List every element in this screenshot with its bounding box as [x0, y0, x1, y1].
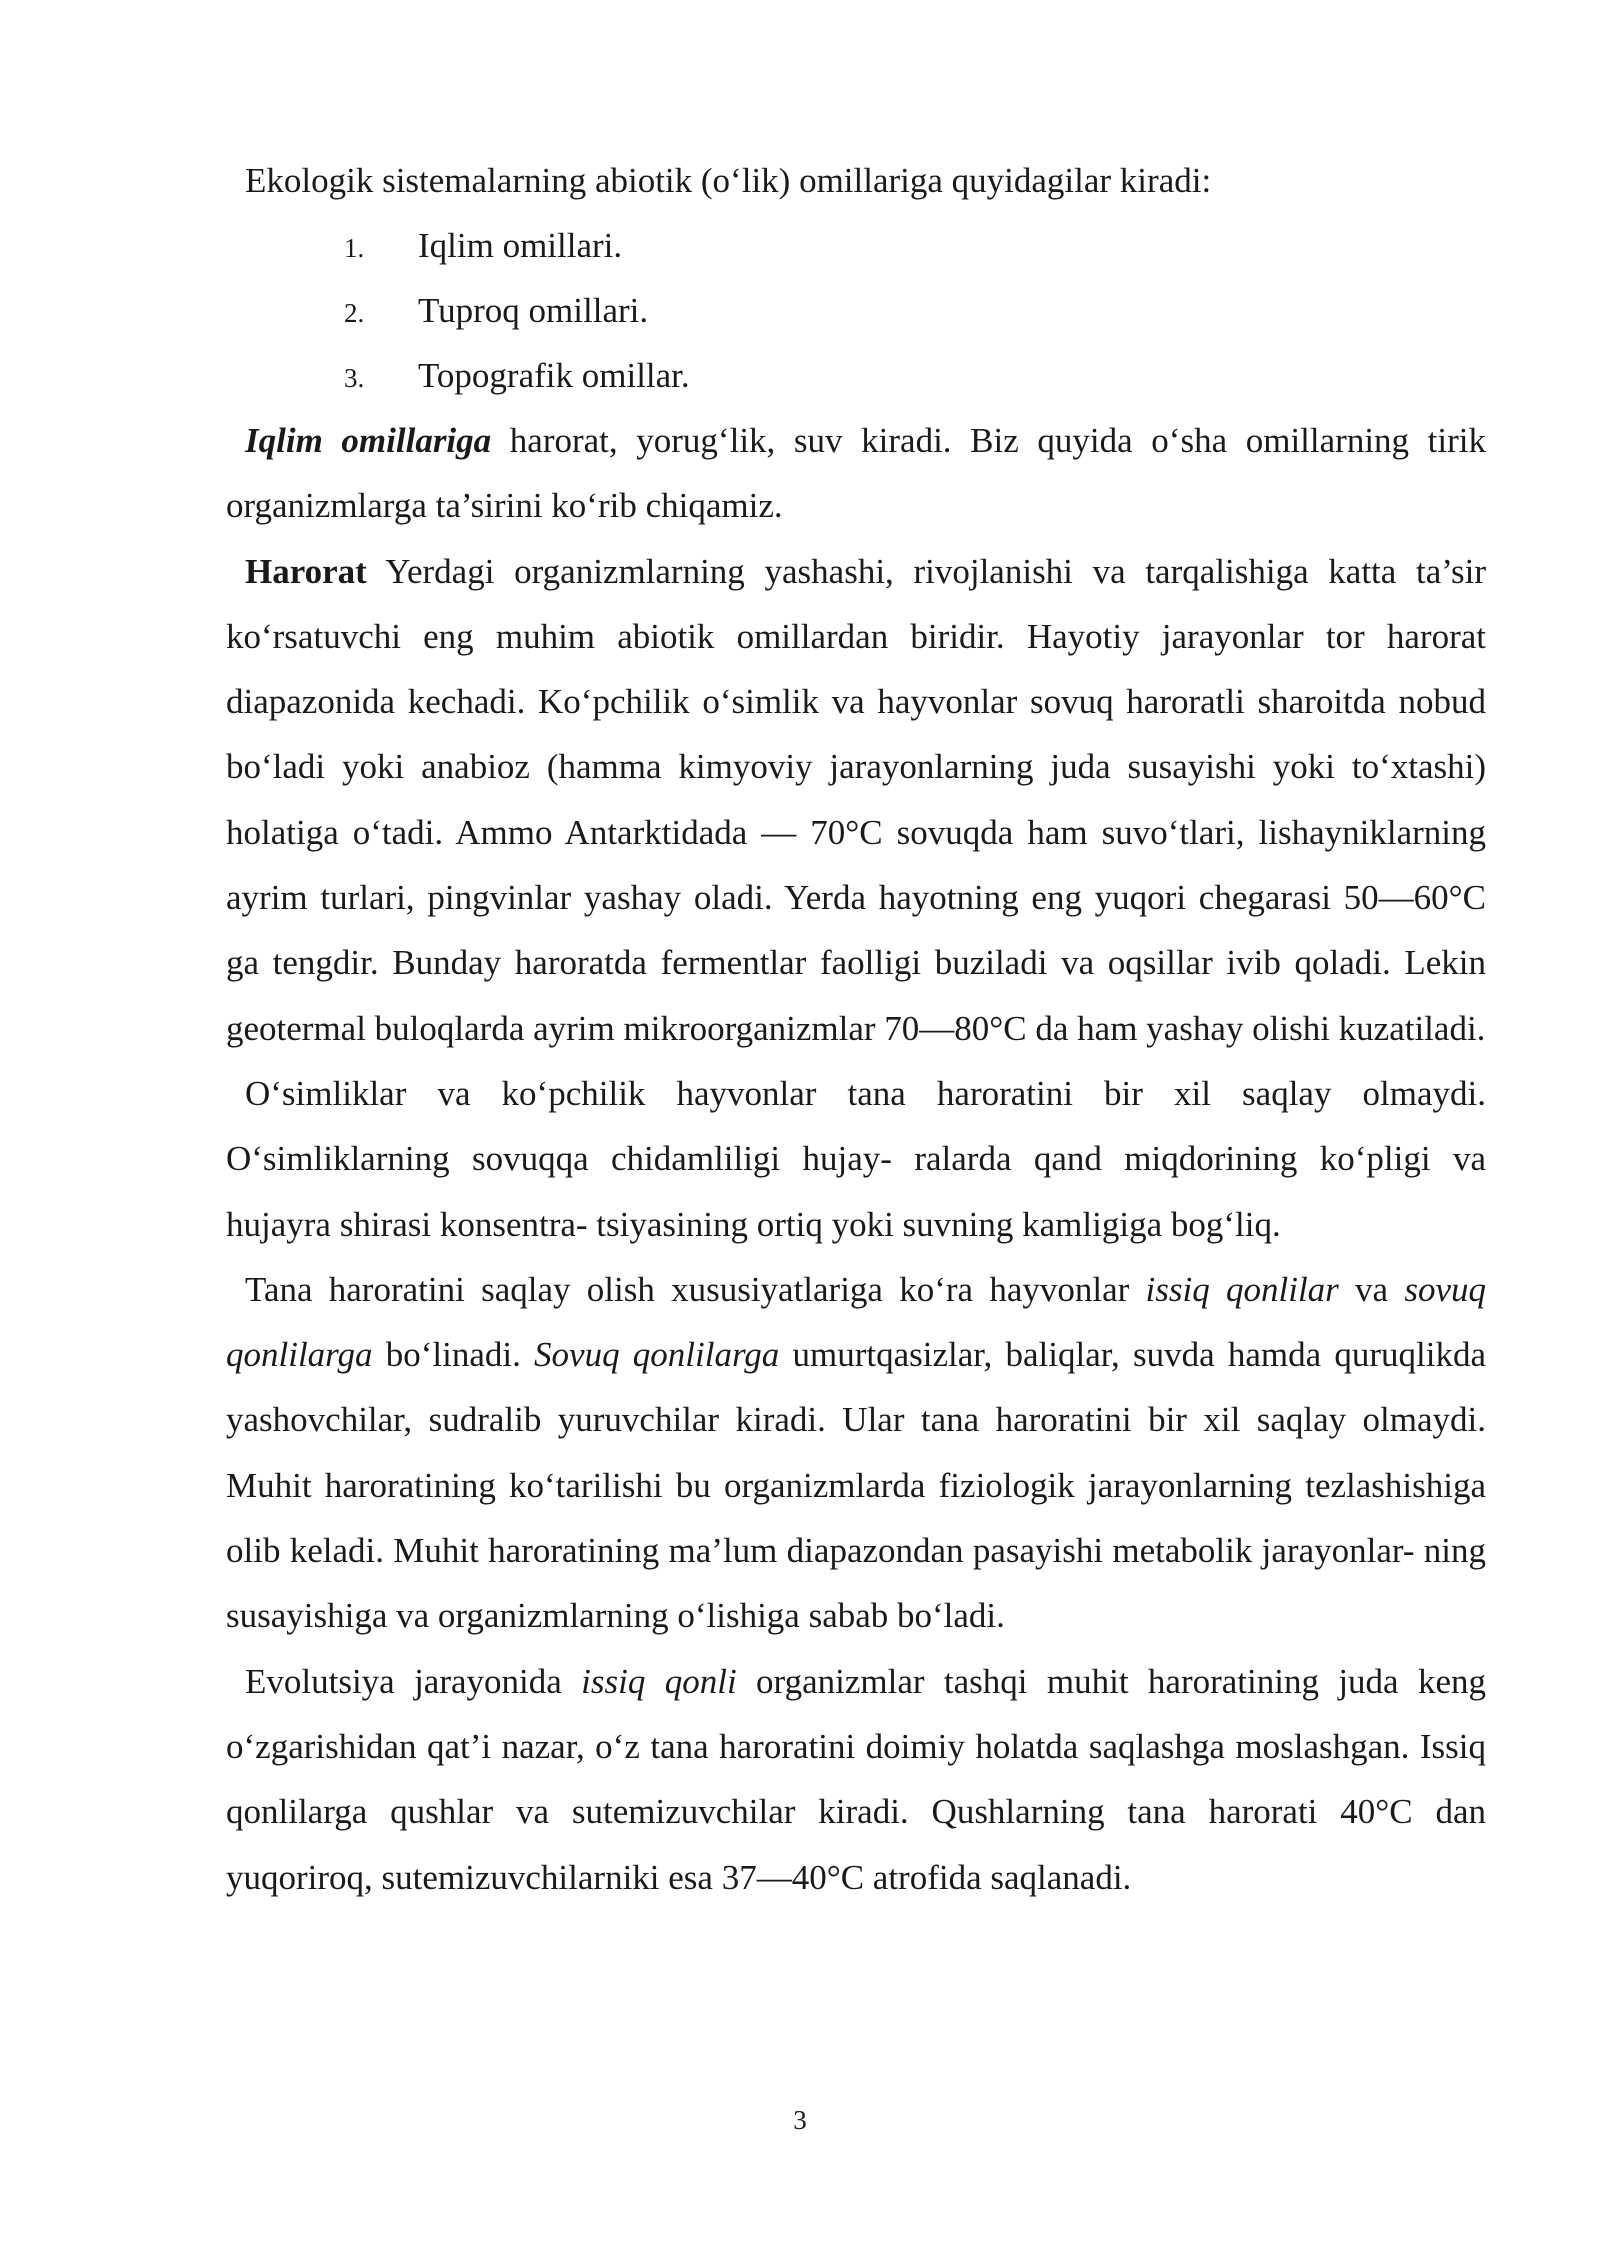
- paragraph-text: va: [1338, 1269, 1405, 1309]
- paragraph-warm-blooded: [226, 1649, 1486, 1910]
- page-content: [226, 148, 1486, 1910]
- list-number: 1.: [344, 233, 365, 263]
- paragraph-text: harorat, yorug‘lik, suv kiradi. Biz quyida o‘sha omillarning tirik organizmlarga ta’sirini ko‘rib chiqamiz.: [226, 421, 1486, 526]
- term-cold-blooded-2: Sovuq qonlilarga: [534, 1335, 780, 1375]
- paragraph-climate-factors: [226, 408, 1486, 539]
- paragraph-text: bo‘linadi.: [372, 1335, 535, 1375]
- term-temperature: Harorat: [245, 551, 367, 591]
- list-number: 3.: [344, 363, 365, 393]
- list-item: [226, 213, 1486, 278]
- paragraph-text: Yerdagi organizmlarning yashashi, rivojlanishi va tarqalishiga katta ta’sir ko‘rsatuvchi eng muhim abiotik omillardan biridir. Hayotiy jarayonlar tor harorat diapazonida kechadi. Ko‘pchilik o‘simlik va hayvonlar sovuq haroratli sharoitda nobud bo‘ladi yoki anabioz (hamma kimyoviy jarayonlarning juda susayishi yoki to‘xtashi) holatiga o‘tadi. Ammo Antarktidada — 70°C sovuqda ham suvo‘tlari, lishayniklarning ayrim turlari, pingvinlar yashay oladi. Yerda hayotning eng yuqori chegarasi 50—60°C ga tengdir. Bunday haroratda fermentlar faolligi buziladi va oqsillar ivib qoladi. Lekin geotermal buloqlarda ayrim mikroorganizmlar 70—80°C da ham yashay olishi kuzatiladi.: [226, 551, 1486, 1048]
- term-cold-blooded: sovuq qonlilarga: [226, 1269, 1487, 1375]
- term-warm-blooded-2: issiq qonli: [581, 1661, 737, 1701]
- list-text: Iqlim omillari.: [418, 226, 623, 265]
- paragraph-cold-blooded: [226, 1257, 1486, 1649]
- list-item: [226, 343, 1486, 408]
- paragraph-text: Evolutsiya jarayonida: [245, 1661, 582, 1701]
- paragraph-text: Tana haroratini saqlay olish xususiyatlariga ko‘ra hayvonlar: [245, 1269, 1146, 1309]
- list-text: Tuproq omillari.: [418, 291, 649, 330]
- list-number: 2.: [344, 298, 365, 328]
- list-text: Topografik omillar.: [418, 356, 690, 395]
- term-climate-factors: Iqlim omillariga: [245, 421, 492, 460]
- term-warm-blooded: issiq qonlilar: [1145, 1269, 1339, 1309]
- intro-line: Ekologik sistemalarning abiotik (o‘lik) omillariga quyidagilar kiradi:: [245, 161, 1212, 200]
- paragraph-temperature: [226, 539, 1486, 1061]
- paragraph-text: umurtqasizlar, baliqlar, suvda hamda quruqlikda yashovchilar, sudralib yuruvchilar kiradi. Ular tana haroratini bir xil saqlay olmaydi. Muhit haroratining ko‘tarilishi bu organizmlarda fiziologik jarayonlarning tezlashishiga olib keladi. Muhit haroratining ma’lum diapazondan pasayishi metabolik jarayonlar- ning susayishiga va organizmlarning o‘lishiga sabab bo‘ladi.: [226, 1335, 1486, 1636]
- page-number: 3: [793, 2105, 807, 2135]
- factor-list: [226, 213, 1486, 408]
- list-item: [226, 278, 1486, 343]
- paragraph-text: organizmlar tashqi muhit haroratining juda keng o‘zgarishidan qat’i nazar, o‘z tana haroratini doimiy holatda saqlashga moslashgan. Issiq qonlilarga qushlar va sutemizuvchilar kiradi. Qushlarning tana harorati 40°C dan yuqoriroq, sutemizuvchilarniki esa 37—40°C atrofida saqlanadi.: [226, 1661, 1487, 1897]
- paragraph-plants: O‘simliklar va ko‘pchilik hayvonlar tana haroratini bir xil saqlay olmaydi. O‘simliklarning sovuqqa chidamliligi hujay- ralarda qand miqdorining ko‘pligi va hujayra shirasi konsentra- tsiyasining ortiq yoki suvning kamligiga bog‘liq.: [226, 1073, 1486, 1244]
